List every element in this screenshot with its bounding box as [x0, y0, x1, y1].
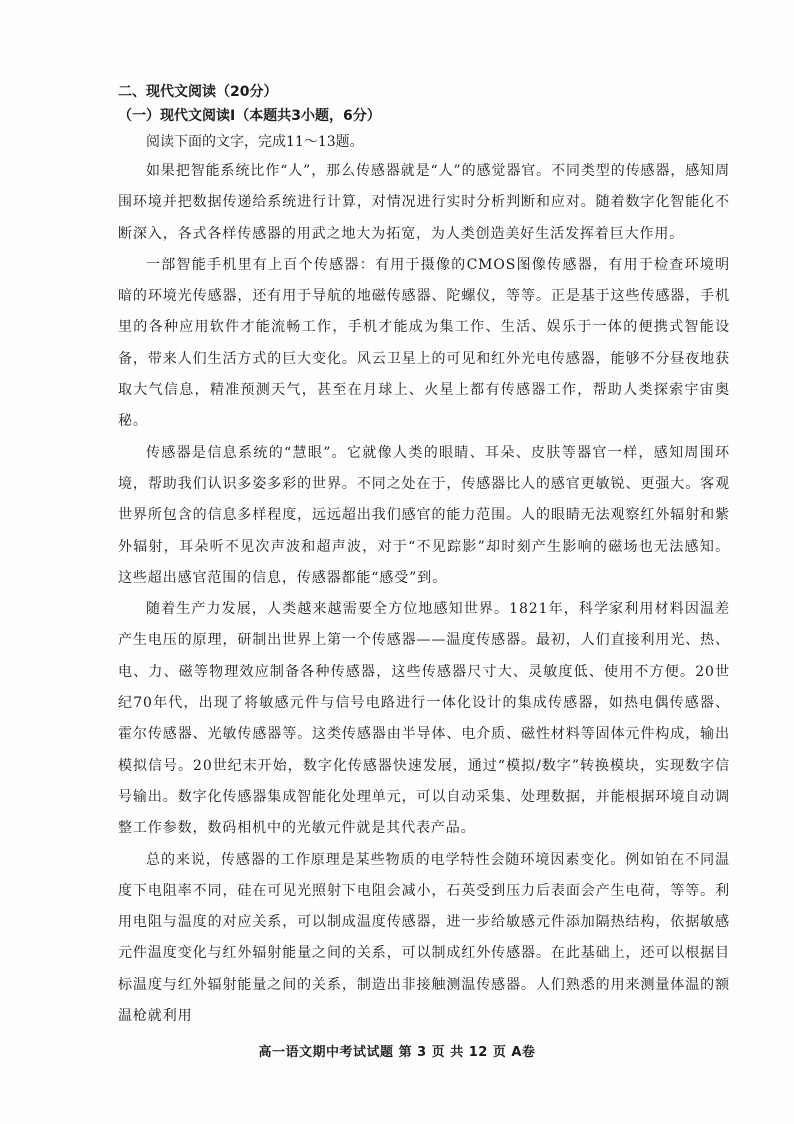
reading-instruction: 阅读下面的文字，完成11～13题。: [146, 134, 364, 150]
section-subtitle: （一）现代文阅读Ⅰ（本题共3小题，6分）: [118, 108, 381, 124]
paragraph-2: 一部智能手机里有上百个传感器：有用于摄像的CMOS图像传感器，有用于检查环境明暗的环境光传感器，还有用于导航的地磁传感器、陀螺仪，等等。正是基于这些传感器，手机里的各种应用软件才能流畅工作，手机才能成为集工作、生活、娱乐于一体的便携式智能设备，带来人们生活方式的巨大变化。风云卫星上的可见和红外光电传感器，能够不分昼夜地获取大气信息，精准预测天气，甚至在月球上、火星上都有传感器工作，帮助人类探索宇宙奥秘。: [118, 256, 730, 430]
paragraph-1: 如果把智能系统比作“人”，那么传感器就是“人”的感觉器官。不同类型的传感器，感知周围环境并把数据传递给系统进行计算，对情况进行实时分析判断和应对。随着数字化智能化不断深入，各式各样传感器的用武之地大为拓宽，为人类创造美好生活发挥着巨大作用。: [118, 163, 730, 242]
page-content: [118, 80, 730, 1032]
paragraph-5: 总的来说，传感器的工作原理是某些物质的电学特性会随环境因素变化。例如铂在不同温度下电阻率不同，硅在可见光照射下电阻会减小，石英受到压力后表面会产生电荷，等等。利用电阻与温度的对应关系，可以制成温度传感器，进一步给敏感元件添加隔热结构，依据敏感元件温度变化与红外辐射能量之间的关系，可以制成红外传感器。在此基础上，还可以根据目标温度与红外辐射能量之间的关系，制造出非接触测温传感器。人们熟悉的用来测量体温的额温枪就利用: [118, 851, 730, 1025]
page-footer: 高一语文期中考试试题 第 3 页 共 12 页 A卷: [258, 1045, 536, 1060]
paragraph-4: 随着生产力发展，人类越来越需要全方位地感知世界。1821年，科学家利用材料因温差产生电压的原理，研制出世界上第一个传感器——温度传感器。最初，人们直接利用光、热、电、力、磁等物理效应制备各种传感器，这些传感器尺寸大、灵敏度低、使用不方便。20世纪70年代，出现了将敏感元件与信号电路进行一体化设计的集成传感器，如热电偶传感器、霍尔传感器、光敏传感器等。这类传感器由半导体、电介质、磁性材料等固体元件构成，输出模拟信号。20世纪末开始，数字化传感器快速发展，通过“模拟/数字”转换模块，实现数字信号输出。数字化传感器集成智能化处理单元，可以自动采集、处理数据，并能根据环境自动调整工作参数，数码相机中的光敏元件就是其代表产品。: [118, 601, 730, 837]
paragraph-3: 传感器是信息系统的“慧眼”。它就像人类的眼睛、耳朵、皮肤等器官一样，感知周围环境，帮助我们认识多姿多彩的世界。不同之处在于，传感器比人的感官更敏锐、更强大。客观世界所包含的信息多样程度，远远超出我们感官的能力范围。人的眼睛无法观察红外辐射和紫外辐射，耳朵听不见次声波和超声波，对于“不见踪影”却时刻产生影响的磁场也无法感知。这些超出感官范围的信息，传感器都能“感受”到。: [118, 444, 730, 586]
section-title: 二、现代文阅读（20分）: [118, 84, 278, 100]
